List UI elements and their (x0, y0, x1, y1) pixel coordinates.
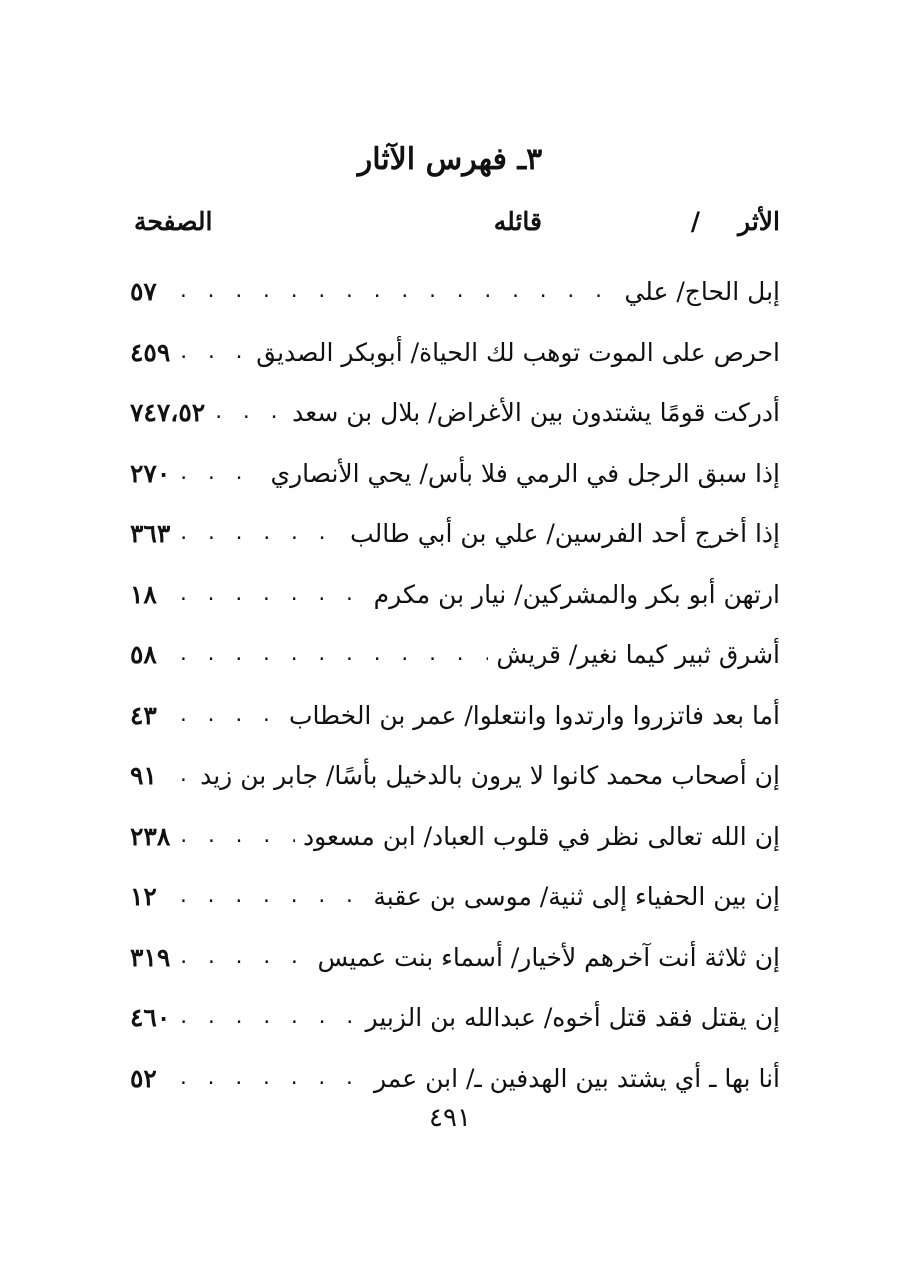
entries-list (130, 262, 780, 1109)
list-item (130, 383, 780, 444)
dot-leader (178, 696, 281, 736)
list-item (130, 746, 780, 807)
dot-leader (178, 938, 309, 978)
header-separator: / (690, 207, 700, 236)
list-item (130, 262, 780, 323)
header-page: الصفحة (134, 207, 213, 236)
entry-text: إذا أخرج أحد الفرسين/ علي بن أبي طالب (350, 519, 780, 549)
list-item (130, 444, 780, 505)
entry-text: إن بين الحفياء إلى ثنية/ موسى بن عقبة (373, 882, 780, 912)
entry-text: أدركت قومًا يشتدون بين الأغراض/ بلال بن سعد (292, 398, 780, 428)
header-athar: الأثر (738, 207, 780, 236)
entry-text: إن يقتل فقد قتل أخوه/ عبدالله بن الزبير (365, 1003, 780, 1033)
list-item (130, 928, 780, 989)
dot-leader (178, 272, 616, 312)
dot-leader (178, 1059, 366, 1099)
entry-text: أنا بها ـ أي يشتد بين الهدفين ـ/ ابن عمر (373, 1063, 780, 1093)
list-item (130, 625, 780, 686)
list-item (130, 988, 780, 1049)
dot-leader (213, 393, 284, 433)
dot-leader (178, 454, 262, 494)
entry-page: ٢٧٠ (130, 458, 171, 488)
entry-page: ٥٧ (130, 277, 157, 307)
table-header (130, 200, 780, 244)
entry-page: ٧٤٧،٥٢ (130, 398, 206, 428)
entry-page: ٤٥٩ (130, 337, 171, 367)
dot-leader (178, 817, 295, 857)
list-item (130, 867, 780, 928)
dot-leader (178, 877, 365, 917)
entry-text: أشرق ثبير كيما نغير/ قريش (496, 640, 780, 670)
dot-leader (178, 333, 248, 373)
entry-page: ٣١٩ (130, 942, 171, 972)
list-item (130, 565, 780, 626)
entry-text: أما بعد فاتزروا وارتدوا وانتعلوا/ عمر بن الخطاب (289, 700, 780, 730)
list-item (130, 323, 780, 384)
list-item (130, 686, 780, 747)
entry-page: ١٨ (130, 579, 157, 609)
dot-leader (178, 635, 488, 675)
entry-page: ٤٦٠ (130, 1003, 171, 1033)
list-item (130, 504, 780, 565)
entry-page: ١٢ (130, 882, 157, 912)
header-qaeluh: قائله (493, 207, 542, 236)
dot-leader (178, 575, 366, 615)
dot-leader (178, 514, 342, 554)
entry-page: ٥٢ (130, 1063, 157, 1093)
entry-page: ٤٣ (130, 700, 157, 730)
dot-leader (178, 998, 357, 1038)
entry-text: إذا سبق الرجل في الرمي فلا بأس/ يحي الأنصاري (270, 458, 780, 488)
entry-text: احرص على الموت توهب لك الحياة/ أبوبكر الصديق (256, 337, 780, 367)
entry-text: إبل الحاج/ علي (624, 277, 780, 307)
page-title: ٣ـ فهرس الآثار (357, 142, 543, 177)
entry-text: إن ثلاثة أنت آخرهم لأخيار/ أسماء بنت عميس (317, 942, 780, 972)
list-item (130, 807, 780, 868)
entry-page: ٥٨ (130, 640, 157, 670)
page-number: ٤٩١ (429, 1103, 471, 1133)
entry-text: إن الله تعالى نظر في قلوب العباد/ ابن مسعود (302, 821, 780, 851)
entry-page: ٢٣٨ (130, 821, 171, 851)
dot-leader (178, 756, 192, 796)
entry-text: إن أصحاب محمد كانوا لا يرون بالدخيل بأسًا/ جابر بن زيد (200, 761, 780, 791)
entry-text: ارتهن أبو بكر والمشركين/ نيار بن مكرم (373, 579, 780, 609)
entry-page: ٣٦٣ (130, 519, 171, 549)
entry-page: ٩١ (130, 761, 157, 791)
